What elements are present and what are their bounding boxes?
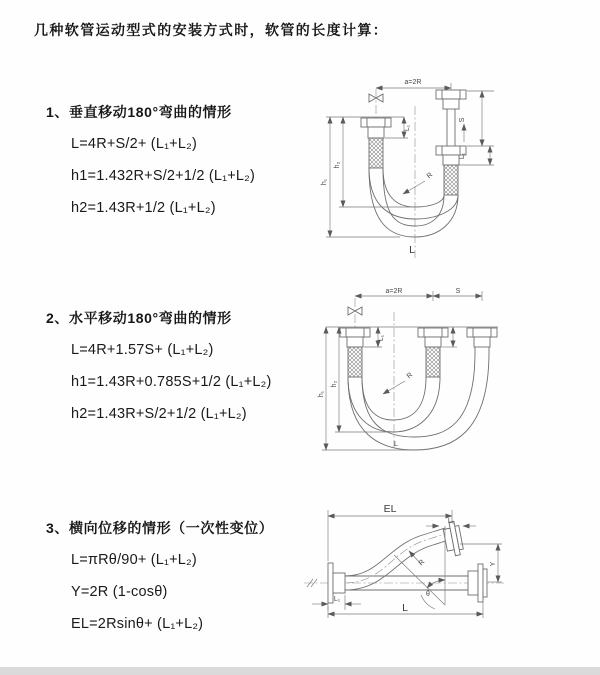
section-horizontal-movement: [46, 308, 326, 430]
displaced-hose: [345, 521, 464, 590]
diagram-lateral-displacement: [302, 498, 512, 632]
section-lateral-displacement: [46, 518, 326, 640]
label-s: S: [455, 288, 461, 295]
label-l1: L₁: [378, 334, 385, 342]
dim-l: [328, 599, 483, 618]
angle-construction: [394, 526, 445, 609]
label-a2r: a=2R: [404, 79, 422, 86]
dim-h1-h2: [321, 117, 412, 237]
formula-line: EL=2Rsinθ+ (L₁+L₂): [71, 616, 204, 632]
radius-leader: [383, 372, 414, 394]
label-l: L: [402, 602, 408, 614]
label-l1: L₁: [333, 596, 341, 603]
label-h1: h₁: [321, 178, 328, 186]
label-l: L: [394, 441, 398, 448]
braided-section: [426, 347, 440, 377]
braided-section: [348, 347, 362, 377]
label-s: S: [459, 117, 466, 123]
formula-line: h2=1.43R+1/2 (L₁+L₂): [71, 200, 216, 216]
dim-a2r-s: [355, 288, 482, 301]
hose-u-bends: [348, 352, 489, 450]
formula-group: [46, 128, 326, 224]
section-heading: 2、水平移动180°弯曲的情形: [46, 310, 232, 326]
dim-a2r: [376, 79, 451, 91]
formula-line: h1=1.43R+0.785S+1/2 (L₁+L₂): [71, 374, 272, 390]
label-l1: L₁: [459, 152, 466, 160]
section-heading: 3、横向位移的情形（一次性变位）: [46, 520, 274, 536]
label-a2r: a=2R: [385, 288, 403, 295]
left-hose-fitting: [361, 118, 391, 168]
diagram-vertical-180-bend: [312, 70, 584, 266]
formula-line: h1=1.432R+S/2+1/2 (L₁+L₂): [71, 168, 256, 184]
label-h2: h₂: [331, 380, 338, 388]
middle-fitting: [418, 328, 448, 377]
right-pipe-assembly: [436, 90, 466, 195]
braided-section: [369, 138, 383, 168]
radius-leader: [403, 172, 434, 194]
label-r: R: [417, 558, 427, 568]
diagram-horizontal-180-bend: [312, 282, 584, 454]
label-l1: L₁: [404, 124, 411, 132]
page-title: 几种软管运动型式的安装方式时，软管的长度计算：: [34, 22, 389, 38]
formula-line: Y=2R (1-cosθ): [71, 584, 168, 600]
label-theta: θ: [426, 591, 430, 598]
label-r: R: [425, 171, 435, 181]
formula-line: L=πRθ/90+ (L₁+L₂): [71, 552, 197, 568]
formula-group: [46, 334, 326, 430]
page-edge-shadow: [0, 667, 600, 675]
label-l: L: [409, 244, 415, 256]
formula-line: L=4R+S/2+ (L₁+L₂): [71, 136, 197, 152]
tilted-flange: [442, 521, 464, 557]
formula-line: h2=1.43R+S/2+1/2 (L₁+L₂): [71, 406, 247, 422]
label-h2: h₂: [334, 161, 341, 169]
right-fitting-displaced: [467, 328, 497, 352]
label-r: R: [405, 371, 415, 381]
braided-section: [444, 165, 458, 195]
formula-line: L=4R+1.57S+ (L₁+L₂): [71, 342, 214, 358]
section-heading: 1、垂直移动180°弯曲的情形: [46, 104, 232, 120]
dim-l1-left: [312, 595, 361, 610]
label-h1: h₁: [318, 390, 325, 398]
label-y: Y: [490, 561, 497, 567]
label-el: EL: [383, 503, 397, 515]
label-l1: L₁: [447, 518, 455, 525]
dim-l1-top: [426, 518, 476, 526]
section-vertical-movement: [46, 102, 326, 224]
left-fitting: [340, 328, 370, 377]
formula-group: [46, 544, 326, 640]
